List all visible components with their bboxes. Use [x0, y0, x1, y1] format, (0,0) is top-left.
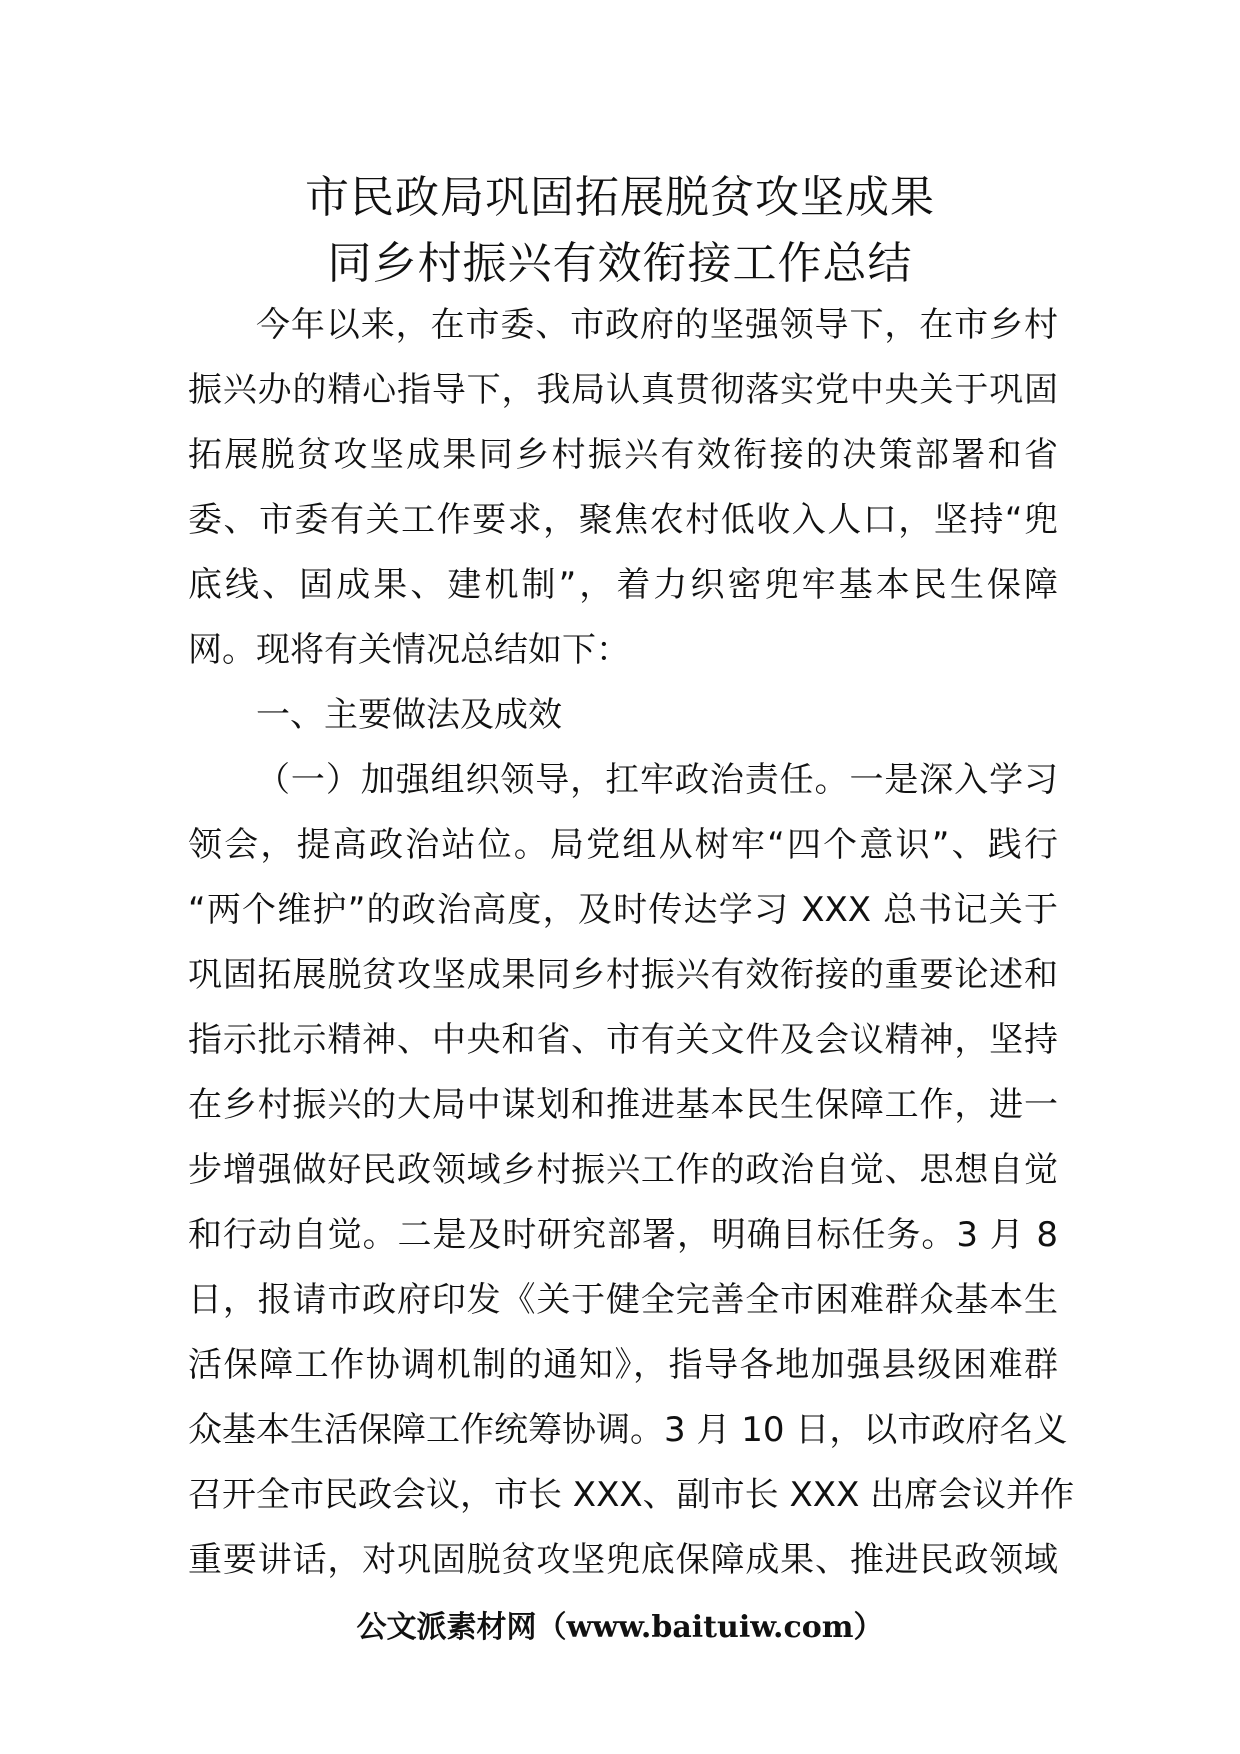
document-title-line-2: 同乡村振兴有效衔接工作总结 [327, 238, 913, 289]
body-line: 委、市委有关工作要求，聚焦农村低收入人口，坚持“兜 [188, 500, 1058, 540]
body-line: 众基本生活保障工作统筹协调。3 月 10 日，以市政府名义 [188, 1410, 1068, 1450]
body-line: 一、主要做法及成效 [256, 695, 562, 735]
body-line: 日，报请市政府印发《关于健全完善全市困难群众基本生 [188, 1280, 1058, 1320]
body-line: 活保障工作协调机制的通知》，指导各地加强县级困难群 [188, 1345, 1058, 1385]
body-line: 重要讲话，对巩固脱贫攻坚兜底保障成果、推进民政领域 [188, 1540, 1058, 1580]
body-line: 召开全市民政会议，市长 XXX、副市长 XXX 出席会议并作 [188, 1475, 1075, 1515]
body-line: 和行动自觉。二是及时研究部署，明确目标任务。3 月 8 [188, 1215, 1058, 1255]
watermark-footer: 公文派素材网（www.baituiw.com） [356, 1610, 884, 1645]
document-title-line-1: 市民政局巩固拓展脱贫攻坚成果 [305, 172, 935, 223]
body-line: 指示批示精神、中央和省、市有关文件及会议精神，坚持 [188, 1020, 1058, 1060]
body-line: 今年以来，在市委、市政府的坚强领导下，在市乡村 [256, 305, 1058, 345]
body-line: 拓展脱贫攻坚成果同乡村振兴有效衔接的决策部署和省 [188, 435, 1058, 475]
body-line: 网。现将有关情况总结如下： [188, 630, 630, 670]
body-line: （一）加强组织领导，扛牢政治责任。一是深入学习 [256, 760, 1058, 800]
body-line: 步增强做好民政领域乡村振兴工作的政治自觉、思想自觉 [188, 1150, 1058, 1190]
body-line: 巩固拓展脱贫攻坚成果同乡村振兴有效衔接的重要论述和 [188, 955, 1058, 995]
body-line: “两个维护”的政治高度，及时传达学习 XXX 总书记关于 [188, 890, 1058, 930]
body-line: 底线、固成果、建机制”，着力织密兜牢基本民生保障 [188, 565, 1058, 605]
document-body [188, 293, 1075, 1593]
body-line: 领会，提高政治站位。局党组从树牢“四个意识”、践行 [188, 825, 1058, 865]
body-line: 在乡村振兴的大局中谋划和推进基本民生保障工作，进一 [188, 1085, 1058, 1125]
body-line: 振兴办的精心指导下，我局认真贯彻落实党中央关于巩固 [188, 370, 1058, 410]
